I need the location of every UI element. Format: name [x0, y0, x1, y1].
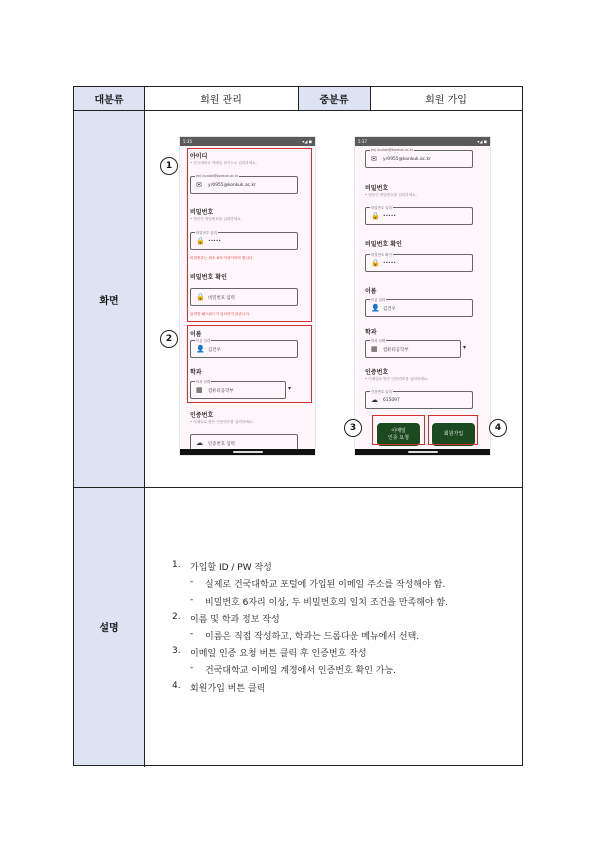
name-field-label: 이름 입력: [196, 339, 211, 343]
pw-field-value: •••••: [208, 239, 221, 244]
name-section-title: 이름: [365, 288, 377, 295]
pw-hint: • 영문인 비밀번호를 입력하세요.: [190, 217, 242, 221]
id-hint: • 건국대학교 이메일 형식으로 입력하세요.: [190, 161, 257, 165]
dept-section-title: 학과: [365, 329, 377, 336]
auth-field-placeholder: 인증번호 입력: [208, 442, 235, 447]
pw-section-title: 비밀번호: [190, 209, 214, 216]
desc-item: 실제로 건국대학교 포털에 가입된 이메일 주소를 작성해야 함.: [205, 580, 446, 590]
pw-field-label: 비밀번호 입력: [371, 206, 392, 210]
name-field[interactable]: [365, 299, 473, 317]
id-field-value: yr0955@konkuk.ac.kr: [383, 157, 431, 162]
person-icon: 👤: [196, 345, 205, 353]
column-divider: [144, 87, 145, 767]
highlight-email-auth: [372, 415, 425, 445]
desc-item: 가입할 ID / PW 작성: [190, 563, 272, 573]
mail-icon: ✉: [196, 181, 202, 189]
dept-dropdown[interactable]: [365, 340, 461, 358]
pw-field-value: •••••: [383, 214, 396, 219]
pw-error: 비밀번호는 최소 6자 이상이어야 합니다.: [190, 256, 254, 260]
description-row-label: 설명: [74, 488, 144, 765]
screen-row-label: 화면: [74, 111, 144, 487]
desc-item: 비밀번호 6자리 이상, 두 비밀번호의 일치 조건을 만족해야 함.: [205, 598, 448, 608]
callout-1: 1: [160, 157, 178, 175]
desc-marker: 4.: [172, 681, 181, 691]
email-auth-request-button[interactable]: 이메일 인증 요청: [377, 423, 420, 446]
id-field-label: ex) kuclab@konkuk.ac.kr: [371, 148, 414, 152]
category-label: 대분류: [74, 87, 144, 111]
person-icon: 👤: [371, 304, 380, 312]
auth-field-value: 615097: [383, 398, 400, 403]
dept-field-label: 학과 선택: [371, 339, 386, 343]
chevron-down-icon[interactable]: ▾: [288, 385, 292, 392]
nav-bar: [355, 449, 490, 455]
dept-field-value: 컴퓨터공학부: [208, 389, 234, 394]
pw-section-title: 비밀번호: [365, 185, 389, 192]
phone-screenshot-right: [355, 137, 490, 455]
dept-field-value: 컴퓨터공학부: [383, 348, 409, 353]
pw-confirm-label: 비밀번호 확인: [371, 253, 392, 257]
callout-4: 4: [489, 419, 507, 437]
status-time: 5:37: [358, 139, 367, 144]
id-field-value: yr0955@konkuk.ac.kr: [208, 183, 256, 188]
dept-section-title: 학과: [190, 369, 202, 376]
pw-field[interactable]: [365, 207, 473, 225]
id-section-title: 아이디: [190, 153, 208, 160]
pw-field-label: 비밀번호 입력: [196, 231, 217, 235]
lock-icon: 🔒: [196, 237, 205, 245]
desc-marker: -: [190, 577, 194, 587]
callout-2: 2: [160, 330, 178, 348]
subcategory-value: 회원 가입: [370, 87, 522, 111]
desc-item: 회원가입 버튼 클릭: [190, 684, 266, 694]
building-icon: ▦: [196, 386, 203, 394]
lock-icon: 🔒: [196, 293, 205, 301]
name-section-title: 이름: [190, 331, 202, 338]
desc-item: 이름은 직접 작성하고, 학과는 드롭다운 메뉴에서 선택.: [205, 632, 420, 642]
status-icons: ▾◢ ◼: [302, 139, 312, 144]
highlight-signup: [428, 415, 478, 445]
mail-icon: ✉: [371, 155, 377, 163]
category-value: 회원 관리: [144, 87, 298, 111]
pw-confirm-error: 입력한 패스워드가 일치하지 않습니다.: [190, 312, 251, 316]
desc-marker: -: [190, 629, 194, 639]
column-divider: [298, 87, 299, 111]
desc-item: 이메일 인증 요청 버튼 클릭 후 인증번호 작성: [190, 649, 367, 659]
nav-bar: [180, 449, 315, 455]
auth-field-label: 인증번호 입력: [371, 390, 392, 394]
desc-marker: 1.: [172, 560, 181, 570]
desc-marker: 3.: [172, 646, 181, 656]
lock-icon: 🔒: [371, 259, 380, 267]
highlight-id-pw: [187, 148, 312, 322]
desc-item: 건국대학교 이메일 계정에서 인증번호 확인 가능.: [205, 666, 397, 676]
auth-hint: • 이메일로 받은 인증번호를 입력하세요.: [365, 377, 429, 381]
status-icons: ▾◢ ◼: [477, 139, 487, 144]
id-field-label: ex) kuclab@konkuk.ac.kr: [196, 174, 239, 178]
callout-3: 3: [344, 419, 362, 437]
name-field-value: 김건우: [383, 307, 396, 312]
pw-confirm-title: 비밀번호 확인: [365, 241, 402, 248]
column-divider: [370, 87, 371, 111]
lock-icon: 🔒: [371, 212, 380, 220]
dept-field-label: 학과 선택: [196, 380, 211, 384]
pw-confirm-field[interactable]: [365, 254, 473, 272]
auth-section-title: 인증번호: [190, 412, 214, 419]
pw-confirm-placeholder: 비밀번호 입력: [208, 296, 235, 301]
building-icon: ▦: [371, 345, 378, 353]
pw-confirm-title: 비밀번호 확인: [190, 274, 227, 281]
pw-confirm-value: •••••: [383, 261, 396, 266]
status-time: 5:35: [183, 139, 192, 144]
status-bar: [180, 137, 315, 146]
subcategory-label: 중분류: [298, 87, 370, 111]
desc-marker: -: [190, 595, 194, 605]
desc-item: 이름 및 학과 정보 작성: [190, 615, 280, 625]
status-bar: [355, 137, 490, 146]
highlight-name-dept: [187, 325, 312, 403]
desc-marker: 2.: [172, 612, 181, 622]
pw-hint: • 영문인 비밀번호를 입력하세요.: [365, 193, 417, 197]
name-field-label: 이름 입력: [371, 298, 386, 302]
cloud-icon: ☁: [371, 396, 378, 404]
desc-marker: -: [190, 663, 194, 673]
auth-section-title: 인증번호: [365, 369, 389, 376]
auth-field[interactable]: [365, 391, 473, 409]
auth-hint: • 이메일로 받은 인증번호를 입력하세요.: [190, 420, 254, 424]
id-field[interactable]: [365, 150, 473, 168]
name-field-value: 김건우: [208, 348, 221, 353]
chevron-down-icon[interactable]: ▾: [463, 344, 467, 351]
cloud-icon: ☁: [196, 439, 203, 447]
signup-button[interactable]: 회원가입: [432, 423, 475, 446]
